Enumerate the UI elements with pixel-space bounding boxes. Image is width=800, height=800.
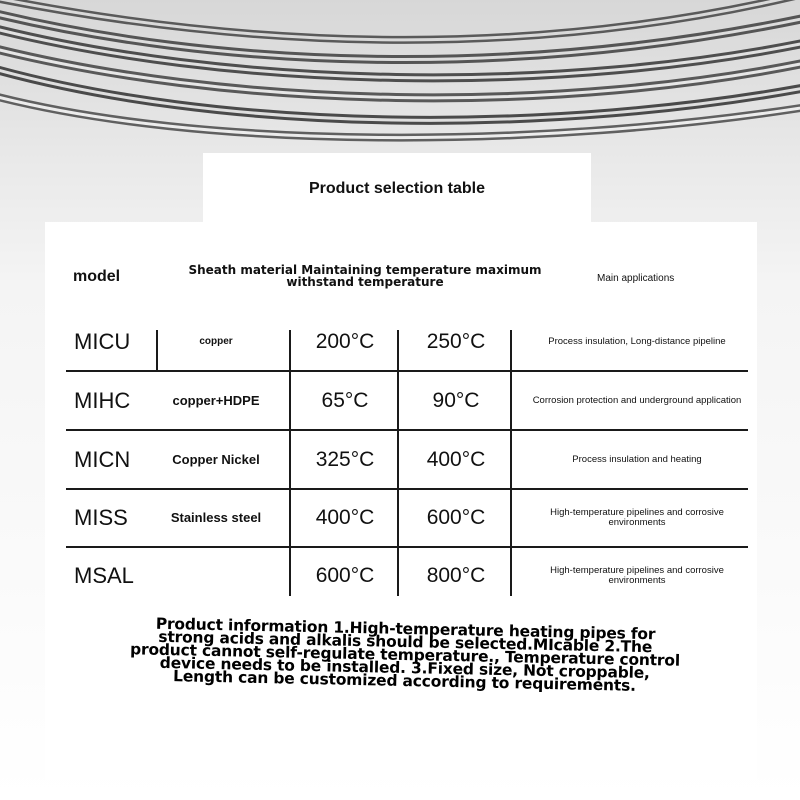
table-row [66, 489, 748, 548]
cell-sheath [156, 547, 276, 604]
cell-application: High-temperature pipelines and corrosive environments [550, 564, 724, 586]
cell-maintain-temp: 600°C [315, 563, 375, 587]
cell-application: Process insulation and heating [572, 453, 702, 465]
table-row [66, 313, 748, 372]
cell-sheath: Stainless steel [170, 509, 262, 525]
product-information: Product information 1.High-temperature heating pipes for strong acids and alkalis should be selected.MIcable 2.The product cannot self-regulate temperature., Temperature control device needs to be installed. 3.Fixed size, Not croppable, Length can be customized according to requirements. [129, 614, 681, 695]
cell-model: MICN [74, 446, 131, 472]
cell-sheath: copper+HDPE [172, 392, 260, 408]
cell-application: Corrosion protection and underground application [532, 394, 742, 406]
table-row [66, 431, 748, 490]
title-tab [203, 153, 591, 225]
header-sheath-material: Sheath material [188, 263, 298, 277]
header-maintaining-temperature: Maintaining temperature [301, 263, 472, 277]
header-maximum-temperature: maximum withstand temperature [286, 263, 542, 289]
cell-application: High-temperature pipelines and corrosive environments [550, 506, 724, 528]
cell-model: MICU [74, 328, 131, 354]
cell-maintain-temp: 400°C [315, 505, 375, 529]
cell-max-temp: 400°C [426, 447, 486, 471]
cell-maintain-temp: 200°C [315, 329, 375, 353]
cell-sheath: Copper Nickel [172, 451, 260, 467]
header-main-applications: Main applications [597, 273, 675, 284]
cell-application: Process insulation, Long-distance pipeline [548, 335, 726, 347]
cell-max-temp: 600°C [426, 505, 486, 529]
cell-max-temp: 250°C [426, 329, 486, 353]
table-row [66, 372, 748, 431]
header-temperature-group [185, 264, 545, 288]
cell-maintain-temp: 65°C [321, 388, 369, 412]
cell-model: MIHC [74, 387, 131, 413]
header-model: model [73, 268, 121, 285]
page-title: Product selection table [308, 180, 486, 197]
table-row [66, 547, 748, 604]
cell-sheath: copper [199, 335, 233, 347]
selection-table-card [45, 222, 757, 780]
cell-max-temp: 800°C [426, 563, 486, 587]
cell-maintain-temp: 325°C [315, 447, 375, 471]
cell-model: MISS [74, 504, 128, 530]
cell-model: MSAL [74, 562, 134, 588]
cell-max-temp: 90°C [432, 388, 480, 412]
